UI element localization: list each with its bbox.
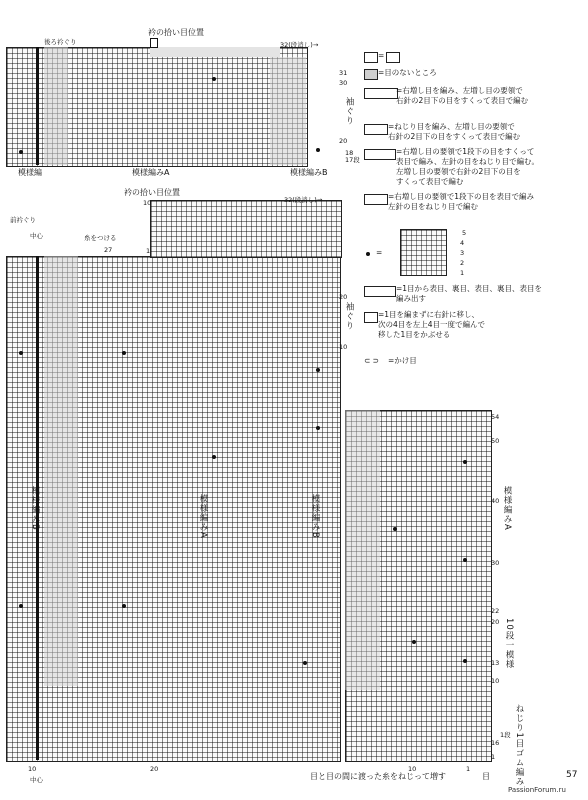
front-pattern-a-right: 模様編みA xyxy=(502,486,512,531)
legend-yo-text: =かけ目 xyxy=(388,356,417,365)
yo-symbol: ⊂ ⊃ xyxy=(364,356,379,365)
right-increase-2-symbol xyxy=(364,194,388,205)
back-center-bobble-icon xyxy=(150,38,158,48)
back-row-17: 17段 xyxy=(345,156,360,164)
right-increase-1-symbol xyxy=(364,149,396,160)
ten-row-pattern-label: 10段一模様 xyxy=(504,618,514,669)
front-row-50: 50 xyxy=(491,437,500,445)
front-row-10-top: 10 xyxy=(143,199,152,207)
bobble-dot xyxy=(122,351,126,355)
front-row-30: 30 xyxy=(491,559,500,567)
front-row-54: 54 xyxy=(491,413,500,421)
legend-eq-1: = xyxy=(378,51,385,60)
back-row-20: 20 xyxy=(339,137,348,145)
front-row-20-armhole: 20 xyxy=(339,293,348,301)
back-decrease-label: 32(段消し)→ xyxy=(280,41,319,49)
twist-increase-symbol xyxy=(364,124,388,135)
bobble-row-1: 1 xyxy=(460,269,465,277)
bobble-dot xyxy=(463,659,467,663)
back-center-line xyxy=(36,47,39,165)
five-stitch-symbol xyxy=(364,286,396,297)
front-center-label: 中心 xyxy=(30,232,43,240)
front-center-bottom: 中心 xyxy=(30,776,43,784)
bobble-dot-icon xyxy=(366,252,370,256)
front-row-10-armhole: 10 xyxy=(339,343,348,351)
front-col-1: 1 xyxy=(466,765,471,773)
front-pattern-b-left: 模様編みB xyxy=(30,486,40,531)
front-decrease-label: 32(段消し)→ xyxy=(284,196,323,204)
bobble-row-3: 3 xyxy=(460,249,465,257)
back-row-30: 30 xyxy=(339,79,348,87)
legend-slip-cover-text: =1目を編まずに右針に移し、 次の4目を左上4目一度で編んで 移した1目をかぶせる xyxy=(378,310,486,339)
bobble-dot xyxy=(19,604,23,608)
front-neck-label: 前衿ぐり xyxy=(10,216,36,224)
front-col-10: 10 xyxy=(408,765,417,773)
front-pattern-b-center: 模様編みB xyxy=(310,494,320,539)
front-neck-pickup-label: 衿の拾い目位置 xyxy=(124,188,180,197)
back-row-18: 18 xyxy=(345,149,354,157)
bobble-dot xyxy=(412,640,416,644)
legend-blank-box-2 xyxy=(386,52,400,63)
legend-right-increase-text: =右増し目を編み、左増し目の要領で 右針の2目下の目をすくって表目で編む xyxy=(396,86,529,105)
bobble-dot xyxy=(122,604,126,608)
back-pattern-b-left: 模様編 xyxy=(18,168,42,177)
front-row-20: 20 xyxy=(491,618,500,626)
bobble-dot xyxy=(303,661,307,665)
front-row-1: 1 xyxy=(491,753,496,761)
front-row-40: 40 xyxy=(491,497,500,505)
bobble-dot xyxy=(19,150,23,154)
front-row-27: 27 xyxy=(104,246,113,254)
bobble-dot xyxy=(463,460,467,464)
bobble-dot xyxy=(212,77,216,81)
bobble-dot xyxy=(212,455,216,459)
front-row-10: 10 xyxy=(491,677,500,685)
front-col-10-left: 10 xyxy=(28,765,37,773)
back-chart-shaded-left xyxy=(44,47,68,165)
legend-shaded-text: =目のないところ xyxy=(378,68,437,77)
bottom-increase-note: 目と目の間に渡った糸をねじって増す xyxy=(310,772,446,781)
legend-right-increase-2-text: =右増し目の要領で1段下の目を表目で編み 左針の目をねじり目で編む xyxy=(388,192,535,211)
twisted-rib-label: ねじり1目ゴム編み xyxy=(514,704,524,787)
bobble-dot xyxy=(463,558,467,562)
back-neck-pickup-label: 衿の拾い目位置 xyxy=(148,28,204,37)
front-row-1-rib: 1段 xyxy=(500,731,511,739)
front-row-16: 16 xyxy=(491,739,500,747)
bobble-chart xyxy=(400,229,447,276)
back-pattern-a: 模様編みA xyxy=(132,168,170,177)
right-increase-symbol xyxy=(364,88,398,99)
back-row-31: 31 xyxy=(339,69,348,77)
front-col-20: 20 xyxy=(150,765,159,773)
back-chart-shaded-top xyxy=(150,47,280,57)
legend-bobble-eq: = xyxy=(376,248,383,257)
legend-blank-box xyxy=(364,52,378,63)
bobble-dot xyxy=(316,148,320,152)
bobble-dot xyxy=(316,368,320,372)
front-chart-shaded-right xyxy=(345,410,380,690)
site-watermark: PassionForum.ru xyxy=(508,786,566,794)
front-armhole-label: 袖ぐり xyxy=(344,302,354,331)
stitch-label: 目 xyxy=(482,772,490,781)
legend-twist-increase-text: =ねじり目を編み、左増し目の要領で 右針の2目下の目をすくって表目で編む xyxy=(388,122,521,141)
legend-shaded-box xyxy=(364,69,378,80)
front-chart-top-grid xyxy=(150,200,342,258)
front-row-22: 22 xyxy=(491,607,500,615)
front-chart-shaded-left xyxy=(44,256,78,686)
back-chart-shaded-right xyxy=(270,57,306,165)
slip-cover-symbol xyxy=(364,312,378,323)
bobble-dot xyxy=(316,426,320,430)
legend-right-increase-1-text: =右増し目の要領で1段下の目をすくって 表目で編み、左針の目をねじり目で編む。 左増し目の要領で右針の2目下の目を すくって表目で編む xyxy=(396,147,539,186)
back-armhole-label: 袖ぐり xyxy=(344,97,354,126)
bobble-row-4: 4 xyxy=(460,239,465,247)
attach-yarn-label: 糸をつける xyxy=(84,234,117,242)
bobble-row-2: 2 xyxy=(460,259,465,267)
front-row-1-top: 1 xyxy=(146,247,151,255)
front-pattern-a-center: 模様編みA xyxy=(198,494,208,539)
back-pattern-b-right: 模様編みB xyxy=(290,168,328,177)
bobble-row-5: 5 xyxy=(462,229,467,237)
bobble-dot xyxy=(19,351,23,355)
page-number: 57 xyxy=(566,770,578,780)
bobble-dot xyxy=(393,527,397,531)
front-row-13: 13 xyxy=(491,659,500,667)
back-neck-label: 後ろ衿ぐり xyxy=(44,38,77,46)
legend-five-stitch-text: =1目から表目、裏目、表目、裏目、表目を 編み出す xyxy=(396,284,543,303)
